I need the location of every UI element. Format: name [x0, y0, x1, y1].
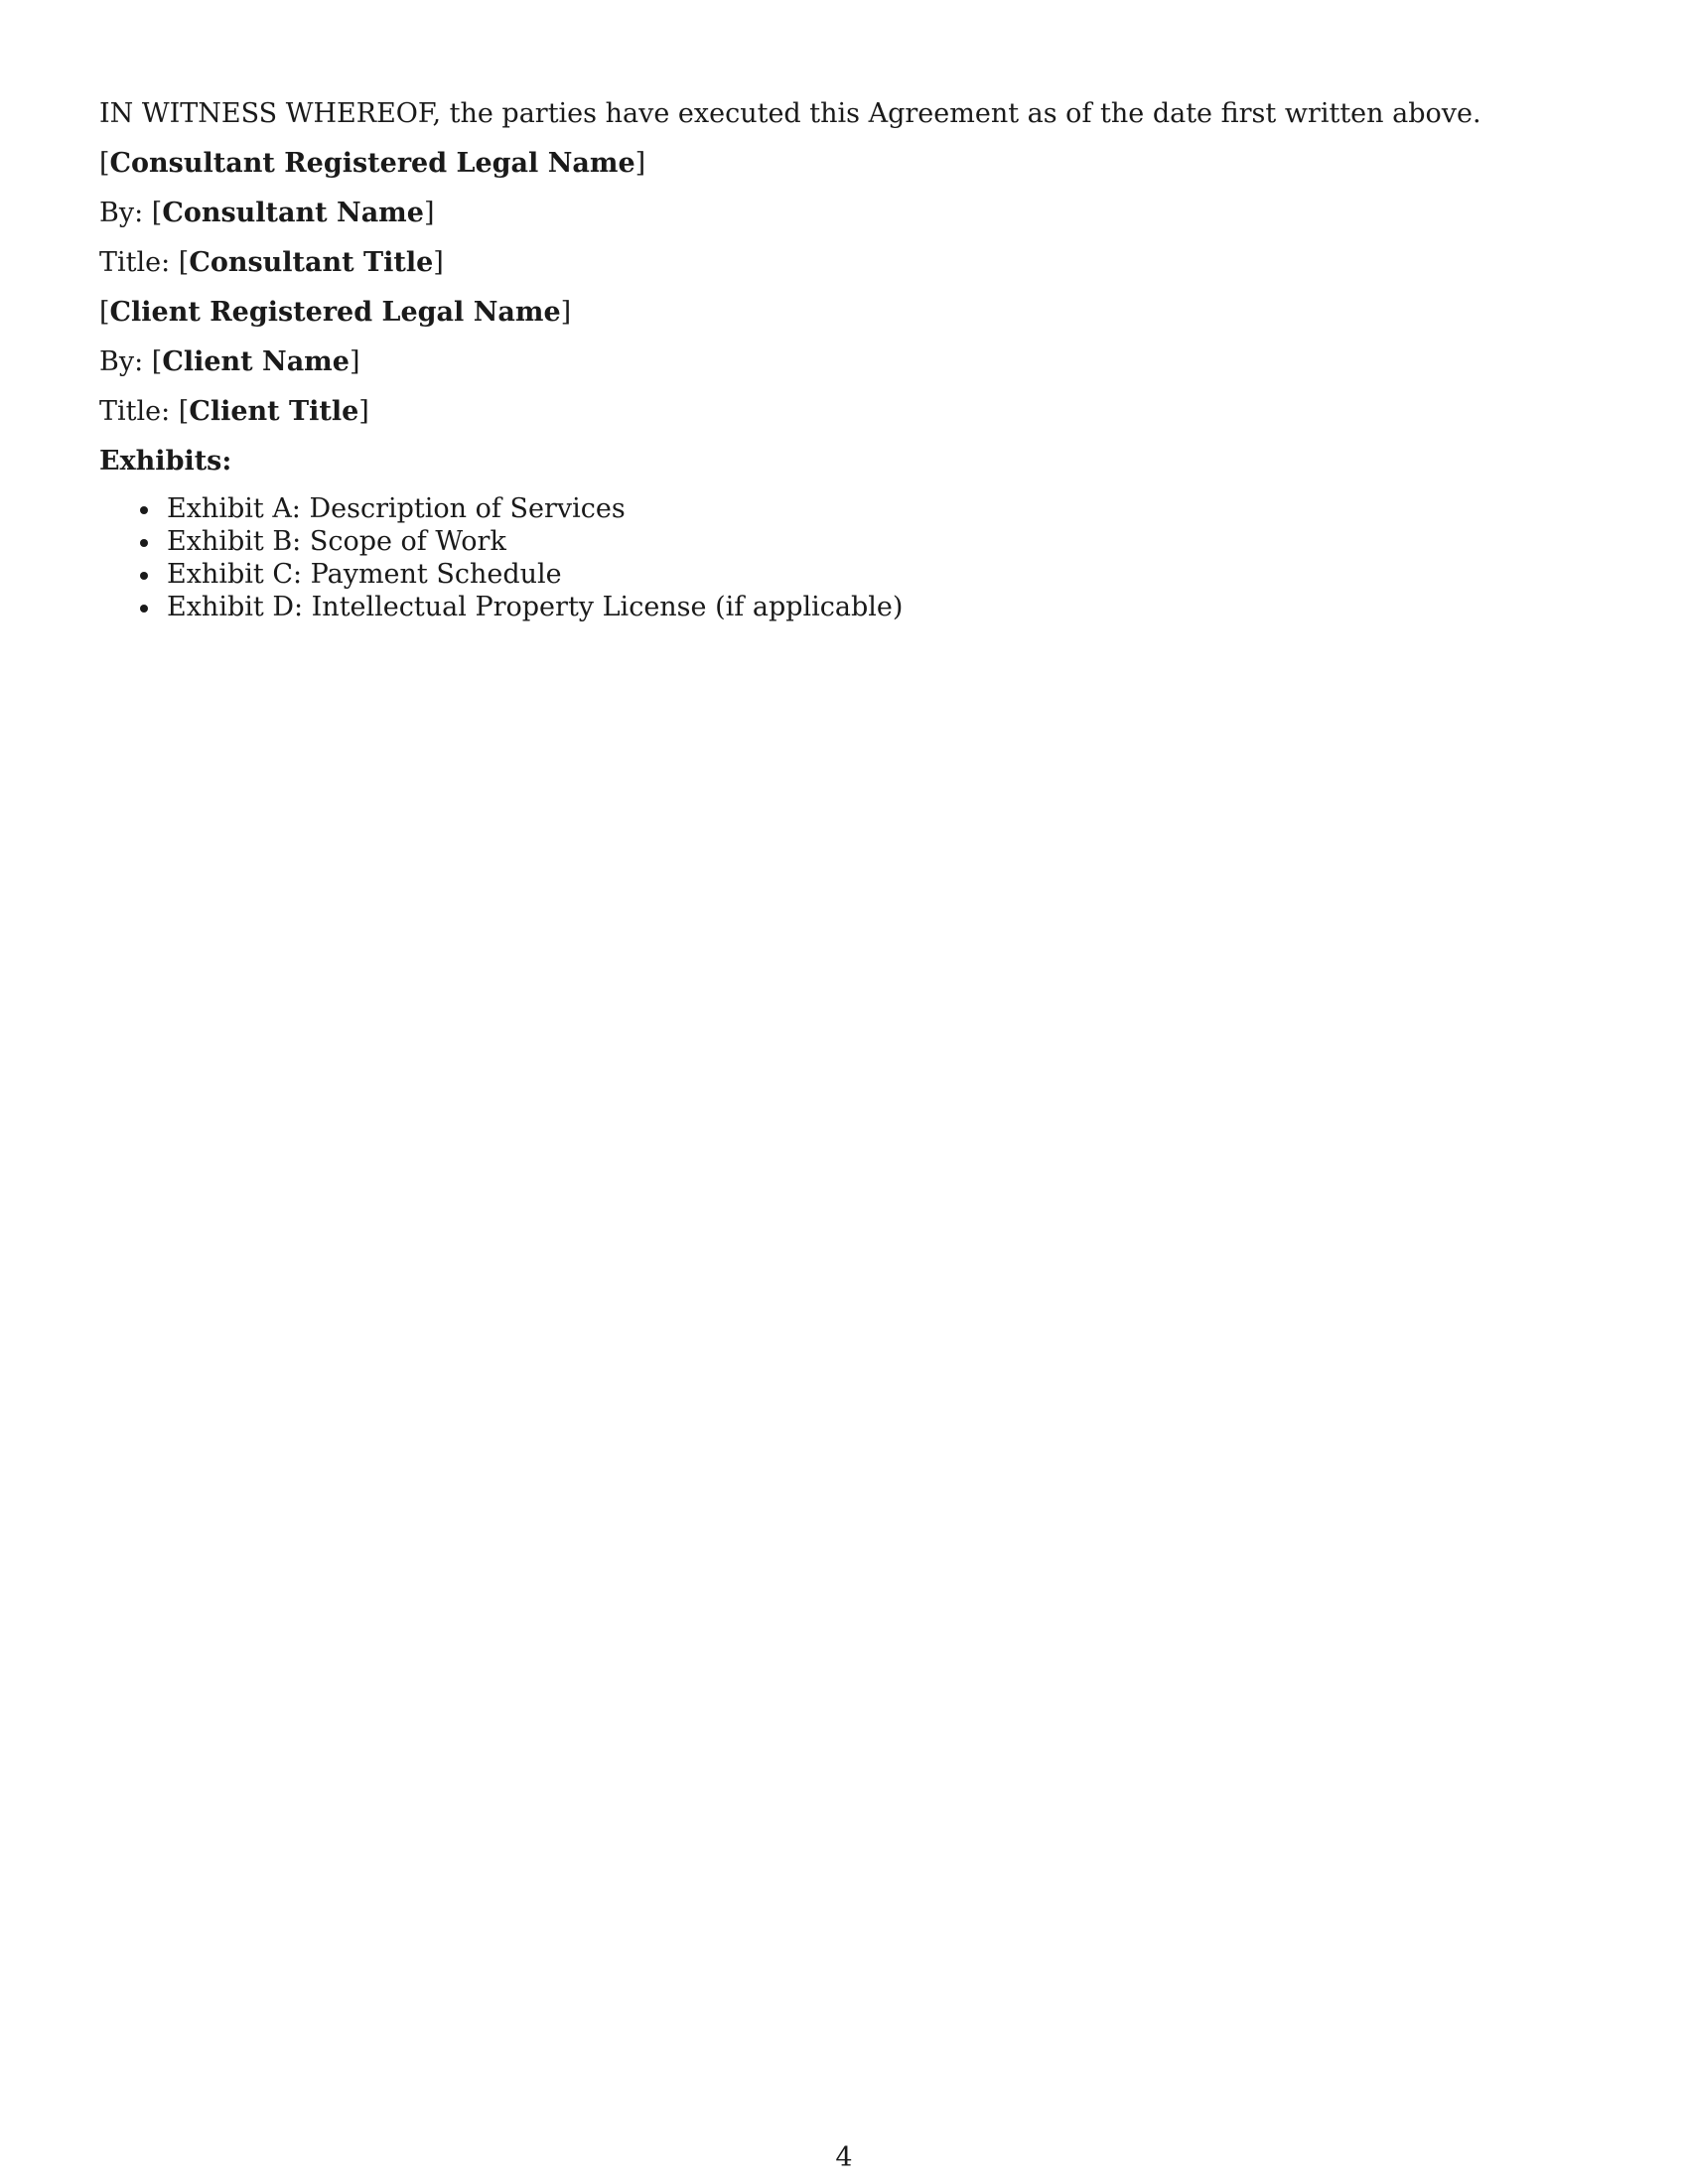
exhibit-item: [167, 492, 1589, 525]
client-title: Client Title: [189, 396, 359, 427]
exhibit-item: [167, 591, 1589, 623]
exhibit-item-text: Exhibit B: Scope of Work: [167, 526, 506, 557]
consultant-title-label: Title:: [99, 247, 171, 278]
client-by-label: By:: [99, 346, 144, 377]
client-title-line: Title: [Client Title]: [99, 396, 369, 427]
exhibit-item: [167, 558, 1589, 591]
consultant-by-line: By: [Consultant Name]: [99, 198, 435, 228]
exhibit-item-text: Exhibit C: Payment Schedule: [167, 559, 562, 590]
consultant-title: Consultant Title: [189, 247, 434, 278]
client-title-label: Title:: [99, 396, 171, 427]
bullet-icon: [140, 539, 148, 547]
client-legal-name: Client Registered Legal Name: [109, 297, 561, 328]
document-page: [99, 97, 1589, 623]
page-number: 4: [835, 2142, 853, 2173]
exhibits-heading: Exhibits:: [99, 446, 232, 477]
client-legal-name-line: [Client Registered Legal Name]: [99, 297, 572, 328]
exhibit-item-text: Exhibit D: Intellectual Property License (if applicable): [167, 592, 904, 622]
bullet-icon: [140, 572, 148, 580]
witness-statement: IN WITNESS WHEREOF, the parties have executed this Agreement as of the date first written above.: [99, 98, 1481, 129]
exhibits-list: [99, 492, 1589, 623]
consultant-title-line: Title: [Consultant Title]: [99, 247, 444, 278]
bullet-icon: [140, 605, 148, 613]
client-name: Client Name: [162, 346, 350, 377]
consultant-name: Consultant Name: [162, 198, 424, 228]
exhibit-item-text: Exhibit A: Description of Services: [167, 493, 626, 524]
client-by-line: By: [Client Name]: [99, 346, 360, 377]
exhibit-item: [167, 525, 1589, 558]
bullet-icon: [140, 506, 148, 514]
consultant-legal-name-line: [Consultant Registered Legal Name]: [99, 148, 646, 179]
consultant-by-label: By:: [99, 198, 144, 228]
consultant-legal-name: Consultant Registered Legal Name: [109, 148, 635, 179]
